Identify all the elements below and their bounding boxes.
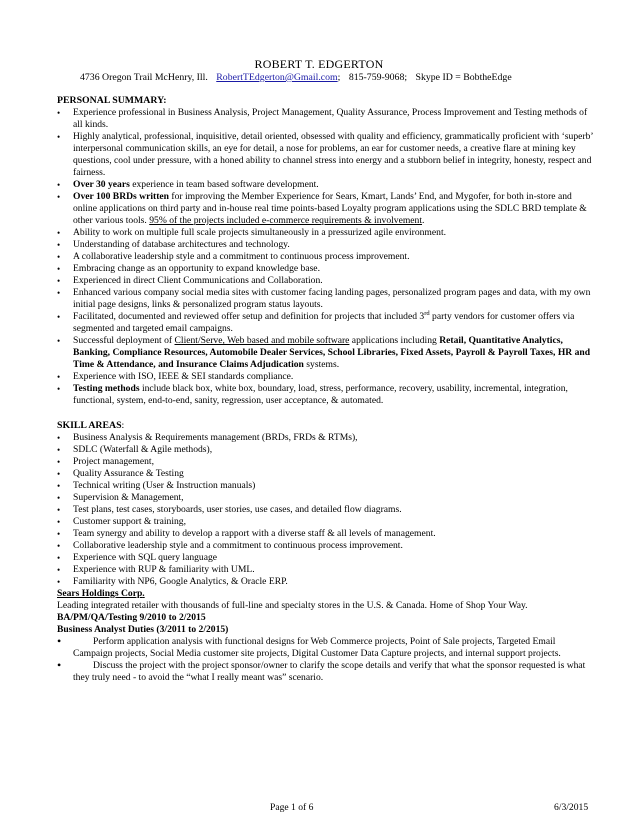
list-item: • Testing methods include black box, white box, boundary, load, stress, performance, recovery, usability, incremental, integration, functional, system, end-to-end, sanity, regression, user acceptance, & automated.	[57, 383, 568, 406]
list-item: • Experience professional in Business Analysis, Project Management, Quality Assurance, Process Improvement and Testing methods of all kinds.	[57, 107, 588, 130]
list-item: • Experience with RUP & familiarity with UML.	[57, 564, 255, 575]
list-item: • Test plans, test cases, storyboards, user stories, use cases, and detailed flow diagrams.	[57, 504, 402, 515]
bullet-icon: •	[57, 577, 61, 587]
bullet-icon: •	[57, 372, 61, 382]
bullet-icon: •	[57, 493, 61, 503]
bullet-icon: •	[57, 108, 61, 118]
bullet-icon: •	[57, 565, 61, 575]
list-item: • Familiarity with NP6, Google Analytics, & Oracle ERP.	[57, 576, 288, 587]
list-item: • Discuss the project with the project sponsor/owner to clarify the scope details and verify that what the sponsor requested is what they truly need - to avoid the “what I really meant was” scenario.	[57, 658, 586, 683]
skills-heading: SKILL AREAS:	[57, 420, 125, 431]
bullet-icon: •	[57, 288, 61, 298]
bullet-icon: •	[57, 469, 61, 479]
list-item: • Quality Assurance & Testing	[57, 468, 184, 479]
bullet-icon: •	[57, 634, 62, 648]
list-item: • Understanding of database architectures and technology.	[57, 239, 290, 250]
list-item: • Experienced in direct Client Communications and Collaboration.	[57, 275, 323, 286]
list-item: • Experience with ISO, IEEE & SEI standards compliance.	[57, 371, 294, 382]
list-item: • Ability to work on multiple full scale projects simultaneously in a pressurized agile environment.	[57, 227, 447, 238]
list-item: • Perform application analysis with functional designs for Web Commerce projects, Point of Sale projects, Targeted Email Campaign projects, Social Media customer site projects, Digital Customer Data Capture projects, and internal support projects.	[57, 634, 561, 659]
bullet-icon: •	[57, 264, 61, 274]
job-title: BA/PM/QA/Testing 9/2010 to 2/2015	[57, 612, 206, 623]
bullet-icon: •	[57, 529, 61, 539]
list-item: • A collaborative leadership style and a commitment to continuous process improvement.	[57, 251, 410, 262]
list-item: • Over 100 BRDs written for improving the Member Experience for Sears, Kmart, Lands’ End, and Mygofer, for both in-store and online applications on third party and in-house real time points-based Loyalty program applications using the SDLC BRD template & other various tools. 95% of the projects included e-commerce requirements & involvement.	[57, 191, 587, 226]
summary-heading: PERSONAL SUMMARY:	[57, 95, 167, 106]
page-number: Page 1 of 6	[270, 802, 314, 813]
bullet-icon: •	[57, 180, 61, 190]
duties-heading: Business Analyst Duties (3/2011 to 2/2015)	[57, 624, 229, 635]
list-item: • SDLC (Waterfall & Agile methods),	[57, 444, 213, 455]
list-item: • Project management,	[57, 456, 154, 467]
skype-id: Skype ID = BobtheEdge	[415, 72, 512, 83]
bullet-icon: •	[57, 481, 61, 491]
company-description: Leading integrated retailer with thousands of full-line and specialty stores in the U.S. & Canada. Home of Shop Your Way.	[57, 600, 528, 611]
bullet-icon: •	[57, 517, 61, 527]
list-item: • Over 30 years experience in team based software development.	[57, 179, 319, 190]
email-link[interactable]: RobertTEdgerton@Gmail.com	[216, 72, 338, 83]
bullet-icon: •	[57, 505, 61, 515]
bullet-icon: •	[57, 336, 61, 346]
list-item: • Enhanced various company social media sites with customer facing landing pages, personalized program pages and data, with my own initial page designs, links & personalized program status layouts.	[57, 287, 591, 310]
skills-list	[57, 432, 597, 588]
bullet-icon: •	[57, 312, 61, 322]
list-item: • Supervision & Management,	[57, 492, 184, 503]
list-item: • Embracing change as an opportunity to expand knowledge base.	[57, 263, 320, 274]
bullet-icon: •	[57, 276, 61, 286]
bullet-icon: •	[57, 252, 61, 262]
bullet-icon: •	[57, 553, 61, 563]
summary-list	[57, 107, 597, 407]
bullet-icon: •	[57, 132, 61, 142]
bullet-icon: •	[57, 445, 61, 455]
bullet-icon: •	[57, 457, 61, 467]
resume-body	[57, 95, 597, 684]
bullet-icon: •	[57, 658, 62, 672]
bullet-icon: •	[57, 240, 61, 250]
list-item: • Highly analytical, professional, inquisitive, detail oriented, obsessed with quality and efficiency, grammatically proficient with ‘superb’ interpersonal communication skills, an eye for detail, a nose for problems, an ear for customer needs, a creative flare at mining key questions, cool under pressure, with a honed ability to channel stress into energy and a stubborn belief in integrity, honesty, respect and fairness.	[57, 131, 593, 178]
list-item: • Business Analysis & Requirements management (BRDs, FRDs & RTMs),	[57, 432, 358, 443]
phone: 815-759-9068;	[348, 72, 408, 83]
list-item: • Team synergy and ability to develop a rapport with a diverse staff & all levels of management.	[57, 528, 436, 539]
email-separator: ;	[337, 72, 341, 83]
bullet-icon: •	[57, 384, 61, 394]
bullet-icon: •	[57, 228, 61, 238]
list-item: • Customer support & training,	[57, 516, 186, 527]
address: 4736 Oregon Trail McHenry, Ill.	[80, 72, 208, 83]
list-item: • Technical writing (User & Instruction manuals)	[57, 480, 256, 491]
company-name: Sears Holdings Corp.	[57, 588, 145, 599]
list-item: • Facilitated, documented and reviewed offer setup and definition for projects that included 3rd party vendors for customer offers via segmented and targeted email campaigns.	[57, 309, 575, 334]
list-item: • Collaborative leadership style and a commitment to continuous process improvement.	[57, 540, 403, 551]
list-item: • Successful deployment of Client/Serve, Web based and mobile software applications including Retail, Quantitative Analytics, Banking, Compliance Resources, Automobile Dealer Services, School Libraries, Fixed Assets, Payroll & Payroll Taxes, HR and Time & Attendance, and Insurance Claims Adjudication systems.	[57, 335, 591, 370]
duties-list	[57, 636, 597, 684]
candidate-name: ROBERT T. EDGERTON	[254, 57, 384, 71]
contact-line	[80, 72, 600, 83]
bullet-icon: •	[57, 433, 61, 443]
footer-date: 6/3/2015	[554, 802, 589, 813]
bullet-icon: •	[57, 192, 61, 202]
bullet-icon: •	[57, 541, 61, 551]
list-item: • Experience with SQL query language	[57, 552, 218, 563]
